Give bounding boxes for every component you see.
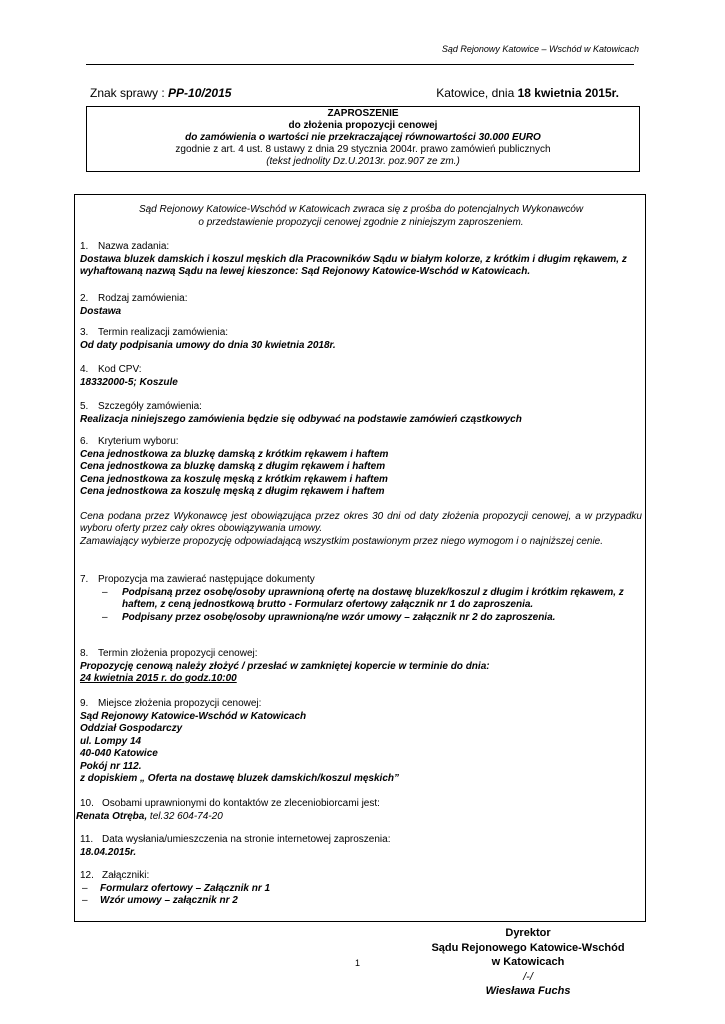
- document-date: [436, 86, 619, 100]
- title-line-4: zgodnie z art. 4 ust. 8 ustawy z dnia 29 stycznia 2004r. prawo zamówień publicznych: [175, 144, 551, 155]
- publication-date-text: 18.04.2015r.: [80, 846, 137, 858]
- document-item: [80, 612, 642, 625]
- criterion-item: Cena jednostkowa za bluzkę damską z krótkim rękawem i haftem: [80, 448, 389, 460]
- section-number: 11.: [80, 834, 94, 845]
- address-line: z dopiskiem „ Oferta na dostawę bluzek damskich/koszul męskich”: [80, 773, 399, 784]
- criterion-item: Cena jednostkowa za koszulę męską z długim rękawem i haftem: [80, 486, 385, 497]
- date-value: 18 kwietnia 2015r.: [517, 86, 619, 100]
- section-publication-date: [80, 834, 642, 859]
- address-line: Pokój nr 112.: [80, 760, 142, 772]
- section-contact-person: [76, 798, 642, 823]
- section-number: 5.: [80, 401, 89, 412]
- case-reference-label: Znak sprawy :: [90, 86, 165, 100]
- address-line: 40-040 Katowice: [80, 748, 158, 759]
- completion-date-text: Od daty podpisania umowy do dnia 30 kwietnia 2018r.: [80, 339, 336, 351]
- section-number: 9.: [80, 698, 89, 709]
- signature-mark: /-/: [523, 970, 533, 983]
- signatory-title: Dyrektor: [505, 927, 551, 939]
- section-number: 8.: [80, 648, 89, 659]
- address-line: Sąd Rejonowy Katowice-Wschód w Katowicach: [80, 710, 307, 722]
- intro-line-2: o przedstawienie propozycji cenowej zgodnie z niniejszym zaproszeniem.: [198, 216, 524, 228]
- section-number: 7.: [80, 574, 89, 585]
- dash-bullet: –: [102, 611, 108, 623]
- section-submission-place: [80, 698, 642, 786]
- section-label: Termin realizacji zamówienia:: [98, 327, 229, 338]
- section-attachments: [80, 870, 642, 908]
- criterion-item: Cena jednostkowa za koszulę męską z krótkim rękawem i haftem: [80, 473, 388, 485]
- section-number: 4.: [80, 364, 89, 375]
- dash-bullet: –: [102, 586, 108, 598]
- section-number: 1.: [80, 241, 89, 252]
- contact-name: Renata Otręba,: [76, 810, 148, 822]
- address-line: Oddział Gospodarczy: [80, 723, 183, 734]
- criterion-item: Cena jednostkowa za bluzkę damską z długim rękawem i haftem: [80, 461, 386, 472]
- attachment-item-text: Formularz ofertowy – Załącznik nr 1: [100, 882, 271, 894]
- section-label: Data wysłania/umieszczenia na stronie internetowej zaproszenia:: [102, 834, 391, 845]
- signatory-name: Wiesława Fuchs: [485, 985, 571, 997]
- document-item-text: Podpisaną przez osobę/osoby uprawnioną ofertę na dostawę bluzek/koszul z długim i krótkim rękawem, z haftem, z ceną jednostkową brutto - Formularz ofertowy załącznik nr 1 do zaproszenia.: [122, 586, 624, 610]
- submission-deadline-date: 24 kwietnia 2015 r. do godz.10:00: [80, 673, 237, 684]
- date-prefix: Katowice, dnia: [436, 86, 515, 100]
- section-label: Propozycja ma zawierać następujące dokumenty: [98, 574, 315, 585]
- section-label: Załączniki:: [102, 870, 150, 881]
- running-header: Sąd Rejonowy Katowice – Wschód w Katowicach: [441, 44, 639, 54]
- price-validity-note: Cena podana przez Wykonawcę jest obowiązująca przez okres 30 dni od daty złożenia propozycji cenowej, a w przypadku wyboru oferty przez cały okres obowiązywania umowy.: [80, 510, 642, 534]
- signatory-institution: Sądu Rejonowego Katowice-Wschód: [431, 941, 625, 954]
- title-box: [86, 106, 640, 172]
- page-number: 1: [355, 958, 361, 968]
- section-selection-criteria: [80, 436, 642, 548]
- section-number: 2.: [80, 293, 89, 304]
- case-number: PP-10/2015: [168, 86, 232, 100]
- cpv-code-text: 18332000-5; Koszule: [80, 376, 178, 388]
- section-submission-deadline: [80, 648, 642, 686]
- section-label: Szczegóły zamówienia:: [98, 401, 202, 412]
- order-type-text: Dostawa: [80, 305, 122, 317]
- section-order-type: [80, 293, 642, 318]
- section-label: Osobami uprawnionymi do kontaktów ze zleceniobiorcami jest:: [102, 798, 380, 809]
- header-rule: [86, 64, 634, 65]
- section-completion-date: [80, 327, 642, 352]
- attachment-item: [80, 883, 642, 896]
- section-label: Miejsce złożenia propozycji cenowej:: [98, 698, 262, 709]
- order-details-text: Realizacja niniejszego zamówienia będzie się odbywać na podstawie zamówień cząstkowych: [80, 413, 522, 425]
- submission-deadline-text: Propozycję cenową należy złożyć / przesłać w zamkniętej kopercie w terminie do dnia:: [80, 660, 490, 672]
- section-label: Termin złożenia propozycji cenowej:: [98, 648, 258, 659]
- signatory-city: w Katowicach: [491, 956, 565, 968]
- section-label: Kryterium wyboru:: [98, 436, 179, 447]
- dash-bullet: –: [82, 882, 88, 894]
- selection-rule-note: Zamawiający wybierze propozycję odpowiadającą wszystkim postawionym przez niego wymogom i o najniższej cenie.: [80, 535, 604, 547]
- title-line-2: do złożenia propozycji cenowej: [288, 120, 438, 131]
- attachment-item: [80, 895, 642, 908]
- section-task-name: [80, 241, 642, 279]
- section-required-documents: [80, 574, 642, 624]
- intro-text: [80, 204, 642, 229]
- section-number: 3.: [80, 327, 89, 338]
- title-line-5: (tekst jednolity Dz.U.2013r. poz.907 ze zm.): [266, 156, 460, 167]
- section-label: Nazwa zadania:: [98, 241, 170, 252]
- title-heading: ZAPROSZENIE: [327, 108, 399, 119]
- section-number: 10.: [80, 798, 94, 809]
- document-item-text: Podpisany przez osobę/osoby uprawnioną/ne wzór umowy – załącznik nr 2 do zaproszenia.: [122, 611, 556, 623]
- signature-block: [396, 926, 660, 999]
- section-cpv-code: [80, 364, 642, 389]
- section-label: Kod CPV:: [98, 364, 142, 375]
- dash-bullet: –: [82, 895, 88, 906]
- document-item: [80, 587, 642, 612]
- intro-line-1: Sąd Rejonowy Katowice-Wschód w Katowicach zwraca się z prośba do potencjalnych Wykonawców: [138, 204, 584, 215]
- section-label: Rodzaj zamówienia:: [98, 293, 188, 304]
- section-number: 12.: [80, 870, 94, 881]
- address-line: ul. Lompy 14: [80, 735, 142, 747]
- case-reference: [90, 86, 231, 100]
- attachment-item-text: Wzór umowy – załącznik nr 2: [100, 895, 238, 906]
- section-order-details: [80, 401, 642, 426]
- section-number: 6.: [80, 436, 89, 447]
- contact-phone: tel.32 604-74-20: [149, 810, 223, 822]
- title-line-3: do zamówienia o wartości nie przekraczającej równowartości 30.000 EURO: [185, 132, 541, 143]
- task-name-text: Dostawa bluzek damskich i koszul męskich dla Pracowników Sądu w białym kolorze, z krótkim i długim rękawem, z wyhaftowaną nazwą Sądu na lewej kieszonce: Sąd Rejonowy Katowice-Wschód w Katowicach.: [80, 253, 627, 277]
